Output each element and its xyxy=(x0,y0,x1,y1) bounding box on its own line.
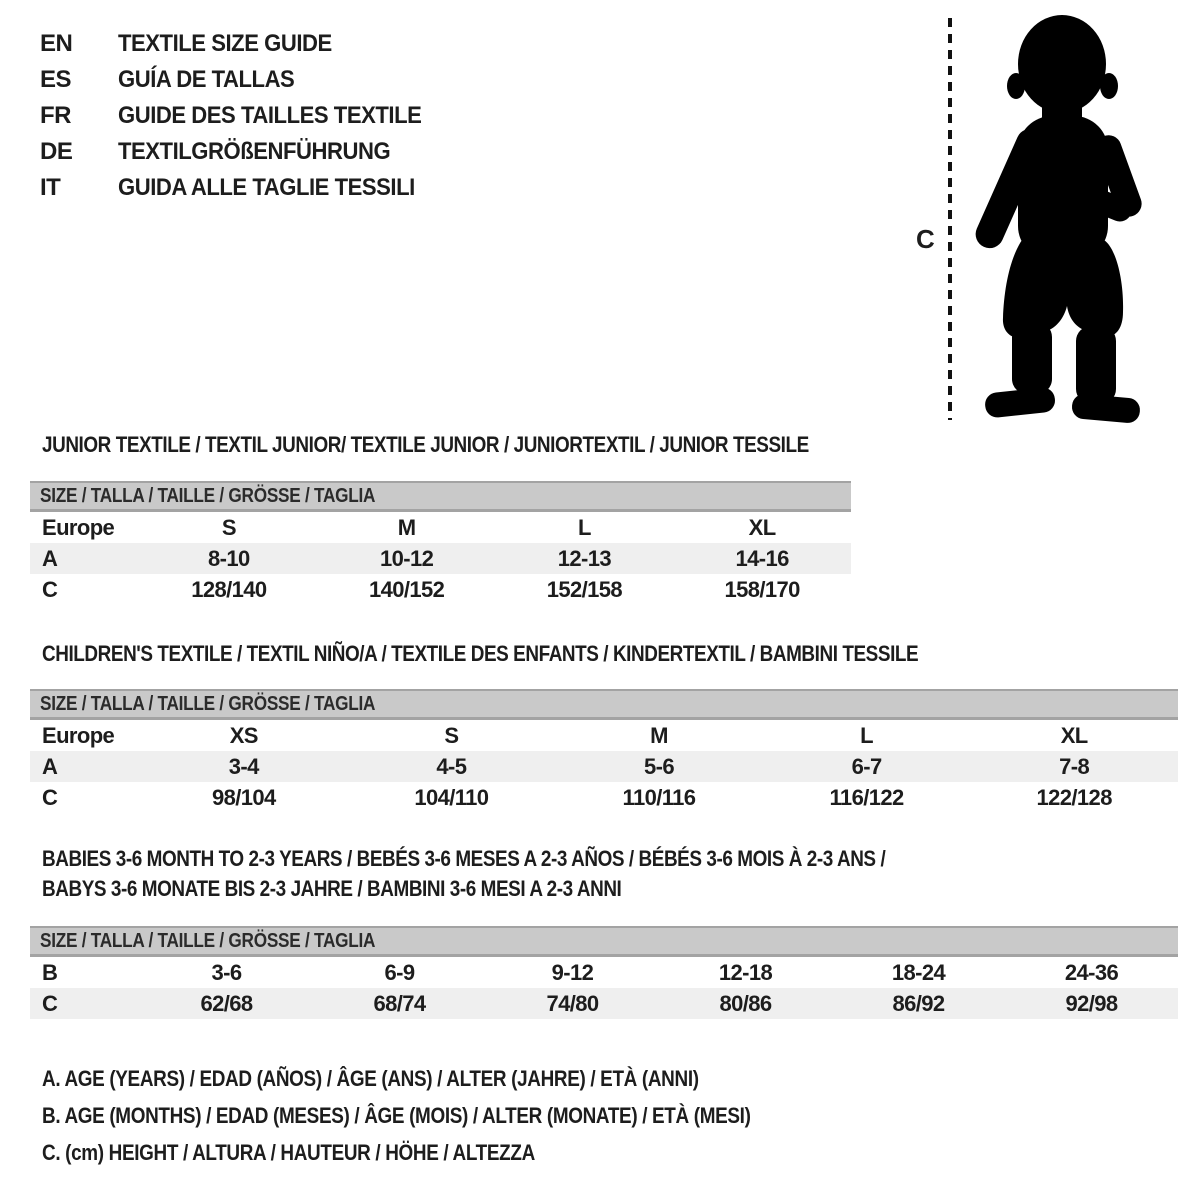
table-row xyxy=(30,512,851,543)
height-cell: 158/170 xyxy=(724,576,800,602)
lang-row-en xyxy=(40,26,448,62)
age-cell: 3-6 xyxy=(211,959,242,985)
age-cell: 24-36 xyxy=(1064,959,1119,985)
table-row xyxy=(30,543,851,574)
size-cell: M xyxy=(397,514,416,540)
lang-row-es xyxy=(40,62,448,98)
height-figure xyxy=(900,0,1160,430)
height-cell: 92/98 xyxy=(1065,990,1118,1016)
babies-heading-line1: BABIES 3-6 MONTH TO 2-3 YEARS / BEBÉS 3-6 MESES A 2-3 AÑOS / BÉBÉS 3-6 MOIS À 2-3 ANS / xyxy=(42,846,886,871)
babies-size-table xyxy=(30,926,1178,1019)
age-cell: 7-8 xyxy=(1059,753,1090,779)
height-cell: 140/152 xyxy=(368,576,445,602)
height-cell: 110/116 xyxy=(622,784,696,810)
lang-row-it xyxy=(40,170,448,206)
lang-row-fr xyxy=(40,98,448,134)
height-cell: 104/110 xyxy=(414,784,489,810)
height-label-c: C xyxy=(916,224,935,254)
row-label: A xyxy=(42,753,58,779)
lang-title-fr: GUIDE DES TAILLES TEXTILE xyxy=(118,102,422,129)
table-row xyxy=(30,957,1178,988)
row-label: C xyxy=(42,990,58,1016)
row-label: A xyxy=(42,545,58,571)
children-size-header-bar xyxy=(30,689,1178,720)
age-cell: 5-6 xyxy=(643,753,674,779)
height-cell: 62/68 xyxy=(200,990,253,1016)
row-label: C xyxy=(42,784,58,810)
babies-size-header-bar xyxy=(30,926,1178,957)
height-cell: 98/104 xyxy=(211,784,276,810)
height-cell: 68/74 xyxy=(373,990,426,1016)
junior-size-table xyxy=(30,481,851,605)
size-cell: S xyxy=(221,514,236,540)
lang-code-de: DE xyxy=(40,138,73,165)
language-title-list xyxy=(40,26,448,206)
age-cell: 9-12 xyxy=(551,959,594,985)
legend-line-c: C. (cm) HEIGHT / ALTURA / HAUTEUR / HÖHE / ALTEZZA xyxy=(42,1140,535,1165)
row-label: B xyxy=(42,959,58,985)
height-cell: 122/128 xyxy=(1036,784,1112,810)
lang-title-en: TEXTILE SIZE GUIDE xyxy=(118,30,332,57)
toddler-silhouette xyxy=(971,15,1145,424)
children-size-table xyxy=(30,689,1178,813)
lang-title-es: GUÍA DE TALLAS xyxy=(118,66,295,93)
size-cell: M xyxy=(650,722,668,748)
height-cell: 74/80 xyxy=(546,990,599,1016)
age-cell: 6-7 xyxy=(851,753,882,779)
lang-row-de xyxy=(40,134,448,170)
age-cell: 10-12 xyxy=(379,545,434,571)
height-cell: 128/140 xyxy=(191,576,267,602)
table-row xyxy=(30,751,1178,782)
size-cell: S xyxy=(444,722,459,748)
age-cell: 18-24 xyxy=(891,959,946,985)
children-size-header-text: SIZE / TALLA / TAILLE / GRÖSSE / TAGLIA xyxy=(40,692,376,715)
height-cell: 152/158 xyxy=(546,576,623,602)
age-cell: 4-5 xyxy=(436,753,467,779)
lang-title-it: GUIDA ALLE TAGLIE TESSILI xyxy=(118,174,415,201)
babies-section-heading xyxy=(42,844,1023,904)
table-row xyxy=(30,720,1178,751)
junior-size-header-bar xyxy=(30,481,851,512)
lang-title-de: TEXTILGRÖßENFÜHRUNG xyxy=(118,138,391,165)
table-row xyxy=(30,782,1178,813)
lang-code-fr: FR xyxy=(40,102,71,129)
row-label: Europe xyxy=(42,514,115,540)
table-row xyxy=(30,988,1178,1019)
height-cell: 116/122 xyxy=(829,784,904,810)
lang-code-it: IT xyxy=(40,174,61,201)
age-cell: 3-4 xyxy=(228,753,259,779)
age-cell: 12-18 xyxy=(718,959,773,985)
size-cell: XL xyxy=(748,514,776,540)
children-heading-text: CHILDREN'S TEXTILE / TEXTIL NIÑO/A / TEXTILE DES ENFANTS / KINDERTEXTIL / BAMBINI TESSILE xyxy=(42,641,919,666)
babies-heading-line2: BABYS 3-6 MONATE BIS 2-3 JAHRE / BAMBINI 3-6 MESI A 2-3 ANNI xyxy=(42,876,622,901)
junior-size-header-text: SIZE / TALLA / TAILLE / GRÖSSE / TAGLIA xyxy=(40,484,376,507)
babies-size-header-text: SIZE / TALLA / TAILLE / GRÖSSE / TAGLIA xyxy=(40,929,376,952)
size-cell: XS xyxy=(229,722,258,748)
age-cell: 12-13 xyxy=(557,545,612,571)
junior-section-heading xyxy=(42,432,934,458)
row-label: C xyxy=(42,576,58,602)
height-cell: 80/86 xyxy=(719,990,772,1016)
children-section-heading xyxy=(42,641,1061,667)
junior-heading-text: JUNIOR TEXTILE / TEXTIL JUNIOR/ TEXTILE JUNIOR / JUNIORTEXTIL / JUNIOR TESSILE xyxy=(42,432,809,457)
lang-code-es: ES xyxy=(40,66,72,93)
age-cell: 14-16 xyxy=(735,545,789,571)
row-label: Europe xyxy=(42,722,115,748)
size-cell: L xyxy=(860,722,873,748)
legend-line-b: B. AGE (MONTHS) / EDAD (MESES) / ÂGE (MOIS) / ALTER (MONATE) / ETÀ (MESI) xyxy=(42,1103,751,1128)
height-cell: 86/92 xyxy=(892,990,945,1016)
lang-code-en: EN xyxy=(40,30,73,57)
age-cell: 6-9 xyxy=(384,959,415,985)
size-cell: XL xyxy=(1060,722,1088,748)
age-cell: 8-10 xyxy=(208,545,250,571)
toddler-silhouette-graphic xyxy=(900,0,1160,430)
size-cell: L xyxy=(577,514,591,540)
legend-line-a: A. AGE (YEARS) / EDAD (AÑOS) / ÂGE (ANS) / ALTER (JAHRE) / ETÀ (ANNI) xyxy=(42,1066,699,1091)
legend-block xyxy=(42,1060,866,1171)
table-row xyxy=(30,574,851,605)
